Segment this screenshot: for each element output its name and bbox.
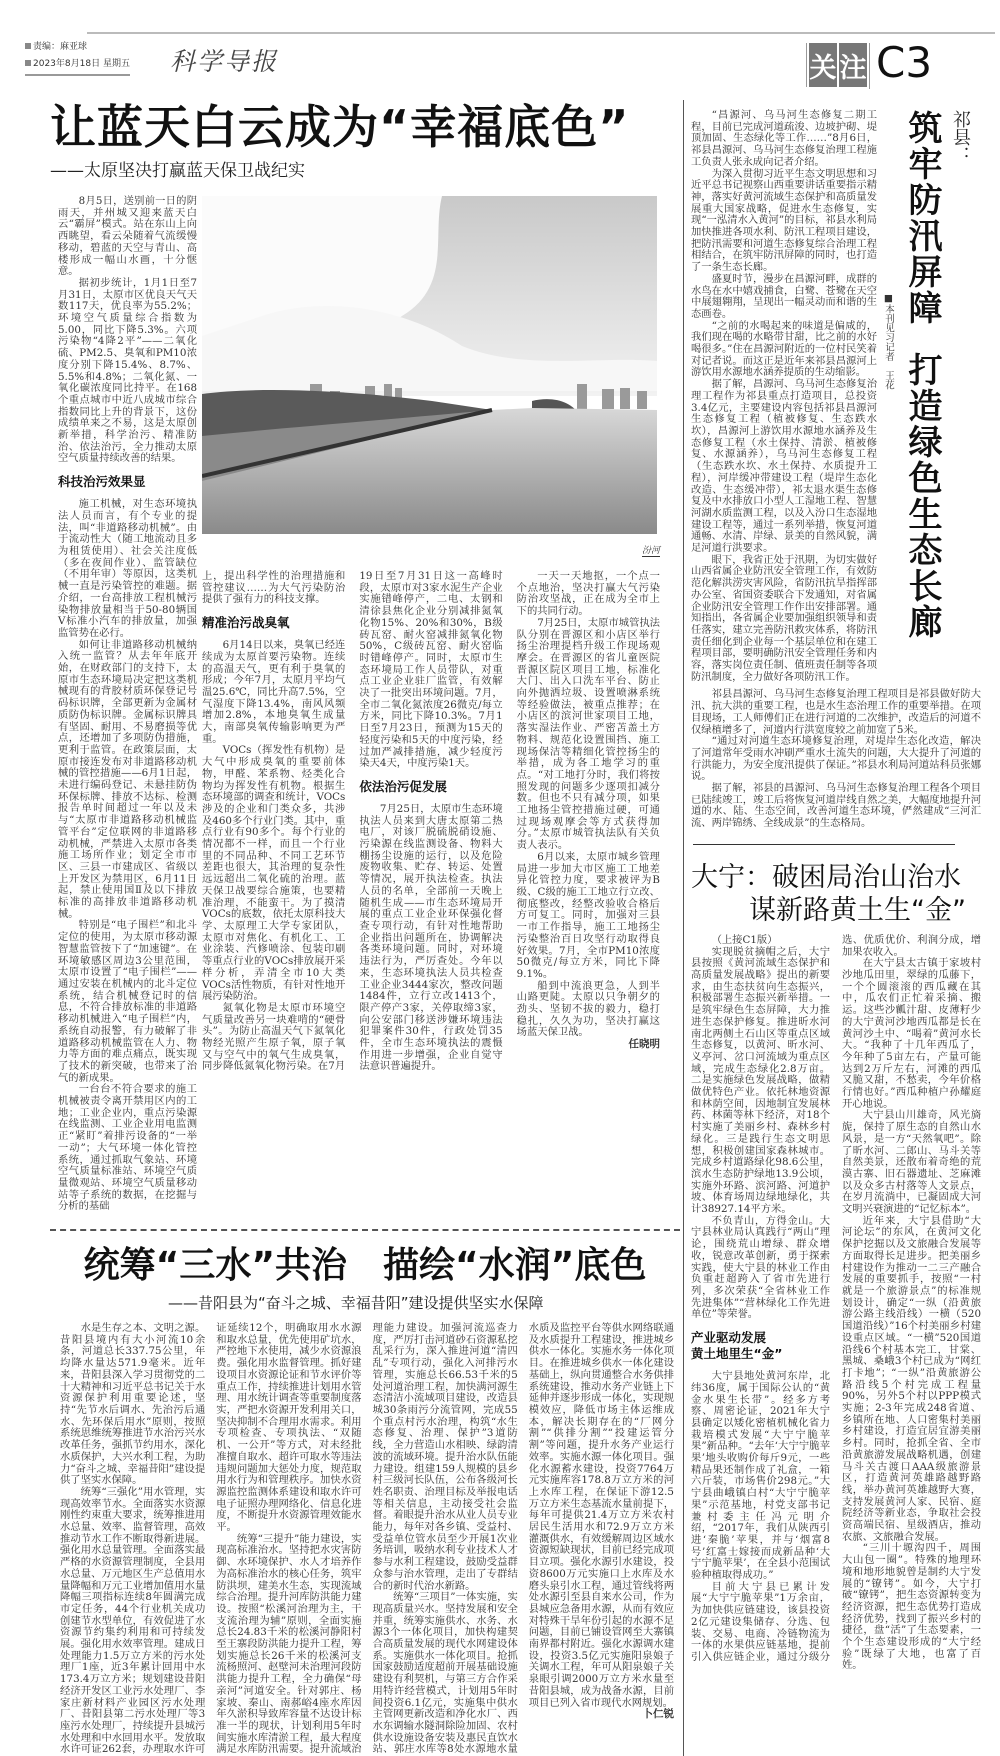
paragraph: 据初步统计，1月1日至7月31日，太原市区优良天气天数117天，优良率为55.2%；环境空气质量综合指数为5.00，同比下降5.3%。六项污染物“4降2平”——二氧化硫、PM2.5、臭氧和PM10浓度分别下降15.4%、8.7%、5.5%和4.8%；二氧化氮、一氧化碳浓度同比持平。在168个重点城市中近八成城市综合指数同比上升的背景下，这份成绩单来之不易，这是太原创新举措，科学治污、精准防治、依法治污，全力推动太原空气质量持续改善的结果。	[58, 276, 197, 465]
section-label	[806, 43, 867, 87]
photo-caption: 汾河	[641, 546, 660, 556]
article3-title	[897, 110, 945, 640]
editor-name: 责编：麻亚球	[33, 42, 88, 52]
article3-county: 祁县：	[950, 110, 971, 164]
article2-subtitle: ——昔阳县为“奋斗之城、幸福昔阳”建设提供坚实水保障	[168, 1294, 544, 1313]
header-divider	[869, 43, 870, 89]
paragraph: 在大宁县太古镇于家坡村沙地瓜田里，翠绿的瓜藤下，一个个圆滚滚的西瓜藏在其中，瓜农们正忙着采摘、搬运。这些沙瓤汁甜、皮薄籽少的大宁黄河沙地西瓜都是长在黄河沙土中、“喝着”黄河水长大。“我种了十几年西瓜了，今年种了5亩左右，产量可能达到2万斤左右，河滩的西瓜又脆又甜，不愁卖，今年价格行情也好。”西瓜种植户孙耀庭开心地说。	[842, 957, 981, 1110]
paragraph: 大宁县地处黄河东岸，北纬36度，属于国际公认的“黄金水果生长带”。经多方考察、周密论证，2021年大宁县确定以矮化密植机械化省力栽培模式发展“大宁宁脆苹果”新品种。“去年‘大宁宁脆苹果’地头收购价每斤9元，一些精品果还制作成了礼盒，一箱六斤装，市场售价298元。”大宁县曲峨镇白村“大宁宁脆苹果”示范基地，村党支部书记兼村委主任冯元明介绍，“2017年，我们从陕西引进‘秦脆’苹果，并与‘烟富8号’红富士嫁接而成新品种‘大宁宁脆苹果’，在全县小范围试验种植取得成功。”	[691, 1370, 830, 1582]
article4-title-line1: 大宁：破困局治山治水	[691, 861, 961, 893]
article1-subtitle: ——太原坚决打赢蓝天保卫战纪实	[50, 161, 305, 181]
article4-title-line2: 谋新路黄土生“金”	[749, 894, 966, 926]
paragraph: 大宁县山川雄奇，风光旖旎，保持了原生态的自然山水风景，是一方“天然氧吧”。除了昕水河、二郎山、马斗关等自然美景，还散布着奇绝的荒漠古寨、旧石器遗址、芝麻滩以及众多古村落等人文景点，在岁月流淌中，已凝固成大河文明兴衰演进的“记忆标本”。	[842, 1109, 981, 1216]
paragraph: 6月以来，太原市城乡管理局进一步加大市区施工工地差异化管控力度，要求被评为B级、C级的施工工地立行立改、彻底整改，经整改验收合格后方可复工。同时，加强对三县一市工作指导，施工工地扬尘污染整治百日攻坚行动取得良好效果。7月，全市PM10浓度50微克/每立方米，同比下降9.1%。	[516, 850, 660, 980]
section-heading: 依法治污促发展	[359, 778, 447, 794]
article3-title-line2: 打造绿色生态长廊	[902, 352, 942, 640]
paragraph: “通过对河道生态环境修复治理，对堤岸生态化改造，解决了河道常年受雨水冲刷严重水土流失的问题，大大提升了河道的行洪能力，为安全度汛提供了保证。”祁县水利局河道站科员张娜说。	[691, 735, 981, 783]
paragraph: 盛夏时节，漫步在昌源河畔，成群的水鸟在水中嬉戏捕食，白鹭、苍鹭在天空中展翅翱翔，呈现出一幅灵动而和谐的生态画卷。	[691, 272, 877, 320]
author-name: 任晓明	[628, 1038, 660, 1051]
section-divider-dashed	[50, 1229, 680, 1231]
paragraph: 统筹“三强化”用水管理，实现高效率节水。全面落实水资源刚性约束重大要求，统筹推进用水总量、效率、监督管理，高效推动节水工作不断取得新进展。强化用水总量管理。全面落实最严格的水资源管理制度，全县用水总量、万元地区生产总值用水量降幅和万元工业增加值用水量降幅三项指标连续8年圆满完成市定任务，44个行业机关成功创建节水型单位，有效促进了水资源节约集约利用和可持续发展。强化用水效率管理。建成日处理能力1.5万立方米的污水处理厂1座，近3年累计回用中水173.4万立方米；规划建设昔阳经济开发区工业污水处理厂、李家庄新材料产业园区污水处理厂、昔阳县第二污水处理厂等3座污水处理厂，持续提升县城污水处理和中水回用水平。发放取水许可证262套，办理取水许可证延续12个，明确取用水水源和取水总量，优先使用矿坑水，严控地下水使用，减少水资源浪费。强化用水监督管理。抓好建设项目水资源论证和节水评价等重点工作，持续推进计划用水管理、用水统计调查等重要制度落实，严把水资源开发利用关口，坚决抑制不合理用水需求。利用专项检查、专项执法、“双随机、一公开”等方式，对未经批准擅自取水、超许可取水等违法违规问题加大惩处力度，规范取用水行为和管理秩序。加快水资源监控监测体系建设和取水许可电子证照办理网络化、信息化进度，不断提升水资源管理效能水平。	[60, 1322, 362, 1756]
paragraph: 6月14日以来，臭氧已经连续成为太原首要污染物。连续的高温天气，更有利于臭氧的形成；今年7月，太原月平均气温25.6℃，同比升高7.5%，空气湿度下降13.4%，南风风频增加2.8%，本地臭氧生成量大，南部臭氧传输影响更为严重。	[202, 639, 346, 745]
paragraph: “昌源河、乌马河生态修复二期工程，目前已完成河道疏浚、边坡护砌、堤顶加固、生态绿化等工作……”8月6日，祁县昌源河、乌马河生态修复治理工程施工负责人张永成向记者介绍。	[691, 109, 877, 168]
page-header	[0, 0, 1000, 100]
article1-column1	[58, 196, 197, 1213]
paragraph: 近年来，大宁县借助“大河论坛”的东风，在黄河文化保护挖掘以及文旅融合发展等方面取得长足进步。把美丽乡村建设作为推动一二三产融合发展的重要抓手，按照“一村就是一个旅游景点”的标准规划设计，确定“一纵（沿黄旅游公路主线沿线）一横（520国道沿线）”16个村美丽乡村建设重点区域。“一横”520国道沿线6个村基本完工，甘棠、黑城、桑峨3个村已成为“网红打卡地”；“一纵”沿黄旅游公路沿线5个村完成工程量90%，另外5个村以PPP模式实施；2-3年完成248省道、乡镇所在地、人口密集村美丽乡村建设，打造宜居宜游美丽乡村。同时，抢抓全省、全市沿黄旅游发展战略机遇，创建马斗关古渡口AAA级旅游景区，打造黄河英雄路越野路线，举办黄河英雄越野大赛，支持发展黄河人家、民宿、庭院经济等新业态，争取社会投资高端民宿、星级酒店，推动农旅、文旅融合发展。	[842, 1214, 981, 1543]
right-divider	[693, 844, 955, 845]
article4-body-columns	[691, 935, 981, 1672]
paragraph: “之前的水喝起来的味道是偏咸的，我们现在喝的水略带甘甜，比之前的水好喝很多。”住在昌源河附近的一位村民笑着对记者说。而这正是近年来祁县昌源河上游饮用水源地水涵养提质的生动缩影。	[691, 319, 877, 379]
left-area	[50, 100, 680, 1756]
paragraph: 施工机械，对生态环境执法人员而言，有个专业的提法，叫“非道路移动机械”。由于流动性大（随工地流动且多为租赁使用）、社会关注度低（多在夜间作业）、监管缺位（不用年审）等原因，这类机械一直是污染管控的难题。据介绍，一台高排放工程机械污染物排放量相当于50-80辆国Ⅴ标准小汽车的排放量，加强监管势在必行。	[58, 498, 197, 639]
photo-caption-row	[202, 538, 660, 557]
header-rule	[87, 32, 995, 34]
article2-body-columns	[60, 1323, 674, 1756]
article1-photo	[202, 196, 657, 534]
article3	[691, 110, 987, 683]
paragraph: “三川十塬沟四千，周围大山包一圈”。特殊的地理环境和地形地貌曾是制约大宁发展的“镣铐”。如今，大宁打破“镣铐”，把生态资源转变为经济资源，把生态优势打造成经济优势，找到了振兴乡村的捷径，盘“活”了生态要素，一个个生态建设形成的“大宁经验”既绿了大地，也富了百姓。	[842, 1542, 981, 1672]
paragraph: 不负青山，方得金山。大宁县林业局认真践行“两山”理论，围绕荒山增绿、群众增收，锐意改革创新，勇于探索实践，使大宁县的林业工作由负重赶超跨入了省市先进行列，多次荣获“全省林业工作先进集体”“营林绿化工作先进单位”等荣誉。	[691, 1214, 830, 1321]
article1	[50, 196, 680, 1213]
section-heading: 产业驱动发展 黄土地里生“金”	[691, 1330, 783, 1362]
paragraph: 据了解，祁县的昌源河、乌马河生态修复治理工程各个项目已陆续竣工，竣工后将恢复河道岸线自然之美，大幅度地提升河道的水、陆、生态空间，改善河道生态环境，俨然建成“三河汇流、两岸锦绣、全线成景”的生态格局。	[691, 782, 981, 830]
paragraph: 眼下，我省正处于汛期，为切实做好山西省属企业防汛安全管理工作，有效防范化解洪涝灾害风险，省防汛抗旱指挥部办公室、省国资委联合下发通知，对省属企业防汛安全管理工作作出安排部署。通知指出，各省属企业要加强组织领导和责任落实，建立完善防汛救灾体系，将防汛责任细化到企业每一个基层单位和在建工程项目部，要明确防汛安全管理任务和内容，落实岗位责任制、值班责任制等各项防汛制度，全力做好各项防汛工作。	[691, 553, 877, 683]
page-number: C3	[876, 38, 933, 87]
paragraph: 上，提出科学性的治理措施和管控建议……为大气污染防治提供了强有力的科技支撑。	[202, 570, 346, 606]
article1-body-columns	[202, 571, 660, 1073]
paragraph: 目前大宁县已累计发展“大宁宁脆苹果”1万余亩，为加快供应链建设，该县投资2亿元建设集储存、分选、包装、交易、电商、冷链物流为一体的水果供应链基地，提前引入供应链企业，通过分级分选、优质优价、利润分成，增加果农收入。	[691, 933, 981, 1663]
paragraph: 特别是“电子围栏”和北斗定位的使用，为太原市移动源智慧监管按下了“加速键”。在环境敏感区周边3公里范围，太原市设置了“电子围栏”——通过安装在机械内的北斗定位系统，结合机械登记时的信息，不符合排放标准的非道路移动机械进入“电子围栏”内，系统自动报警，有力破解了非道路移动机械监管在人力、物力等方面的难点痛点，既实现了技术的新突破，也带来了治气的新成果。	[58, 919, 197, 1084]
article3-wide-block	[691, 689, 981, 829]
issue-date: 2023年8月18日 星期五	[33, 59, 130, 69]
paragraph: 如何让非道路移动机械纳入统一监管？从去年年底开始，在财政部门的支持下，太原市生态环境局决定把这类机械现有的背胶材质环保登记号码标识牌，全部更新为金属材质防伪标识牌。金属标识牌具有坚固、耐用、不易磨损等优点，还增加了多项防伪措施，更利于监管。在政策层面，太原市接连发布对非道路移动机械的管控措施——6月1日起，未进行编码登记、未悬挂防伪环保标牌、排放不达标、检测报告单时间超过一年以及未与“太原市非道路移动机械监管平台”定位联网的非道路移动机械，严禁进入太原市各类施工场所作业；划定全市市区、三县一市建成区、省级以上开发区为禁用区，6月11日起，禁止使用国Ⅱ及以下排放标准的高排放非道路移动机械。	[58, 638, 197, 920]
paragraph: 统筹“三提升”能力建设，实现高标准治水。坚持把水灾害防御、水环境保护、水人才培养作为高标准治水的核心任务，筑牢防洪坝，建美水生态，实现流域综合治理。提升河库防洪能力建设。按照“松溪河治理为主，干支流治理为辅”原则，全面实施总长24.83千米的松溪河静阳村至王寨段防洪能力提升工程，筹划实施总长26千米的松溪河支流杨照河、赵壁河未治理河段防洪能力提升工程，全力确保“母亲河”河道安全。针对郭庄、杨家坡、秦山、南郝峪4座水库因年久淤积导致库容量不达设计标准一半的现状，计划利用5年时间实施水库清淤工程，最大程度满足水库防汛需要。提升流域治理能力建设。加强河流巡查力度，严厉打击河道砂石资源私挖乱采行为，深入推进河道“清四乱”专项行动，强化入河排污水管理，实施总长66.53千米的5处河道治理工程，加快满河源生态清洁小流域项目建设，改造县城30条雨污分流管网，完成55个重点村污水治理，构筑“水生态修复、治理、保护”3道防线，全力营造山水相映、绿韵清波的流域环境。提升治水队伍能力建设。组建159人规模的县乡村三级河长队伍，公布各级河长姓名职责、治理目标及举报电话等相关信息，主动接受社会监督。着眼提升治水从业人员专业能力，每年对各乡镇、受益村、受益单位管水员至少开展1次业务培训，吸纳水利专业技术人才参与水利工程建设，鼓励受益群众参与治水管理，走出了专群结合的新时代治水新路。	[216, 1322, 518, 1756]
paragraph: 一台台不符合要求的施工机械被责令离开禁用区内的工地；工业企业内，重点污染源在线监测、工业企业用电监测正“紧盯”着排污设备的“一举一动”；大气环境一体化管控系统，通过抓取气象站、环境空气质量标准站、环境空气质量微观站、环境空气质量移动站等子系统的数据，在挖掘与分析的基础	[58, 1083, 197, 1213]
paragraph: 祁县昌源河、乌马河生态修复治理工程项目是祁县做好防大汛、抗大洪的重要工程，也是水生态治理工作的重要举措。在项目现场，工人师傅们正在进行河道的二次维护，改造后的河道不仅绿植增多了，河道内行洪宽度较之前加宽了5米。	[691, 688, 981, 736]
section-heading: 科技治污效果显	[58, 474, 146, 490]
page-main	[0, 100, 1000, 1756]
paragraph: 据了解，昌源河、乌马河生态修复治理工程作为祁县重点打造项目，总投资3.4亿元，主要建设内容包括祁县昌源河生态修复工程（植被修复、生态跌水坎），昌源河上游饮用水源地水涵养及生态修复工程（水土保持、清淤、植被修复、水源涵养），乌马河生态修复工程（生态跌水坎、水土保持、水质提升工程），河岸缓冲带建设工程（堤岸生态化改造、生态缓冲带），祁太退水渠生态修复及中水排放口小型人工湿地工程、智慧河湖水质监测工程，以及入汾口生态湿地建设工程等，通过一系列举措，恢复河道通畅、水清、岸绿、景美的自然风貌，满足河道行洪要求。	[691, 378, 877, 555]
newspaper-logo: 科学导报	[170, 47, 279, 76]
paragraph: 实现脱贫摘帽之后，大宁县按照《黄河流域生态保护和高质量发展战略》提出的新要求，由生态扶贫向生态振兴，积极部署生态振兴新举措。一是筑牢绿色生态屏障，大力推进生态保护修复。推进昕水河南北两侧土石山区等重点区域生态修复，以黄河、昕水河、义亭河、岔口河流域为重点区域，完成生态绿化2.8万亩。二是实施绿色发展战略，做精做优特色产业。依托林地资源和林荫空间，因地制宜发展林药、林菌等林下经济，对18个村实施了美丽乡村、森林乡村绿化。三是践行生态文明思想，积极创建国家森林城市。完成乡村道路绿化98.6公里，滨水生态防护绿地13.9公顷，实施外环路、滨河路、河道护坡、体育场周边绿地绿化，共计38927.14平方米。	[691, 945, 830, 1216]
paragraph: VOCs（挥发性有机物）是大气中形成臭氧的重要前体物，甲醛、苯系物、烃类化合物均为挥发性有机物。根据生态环境部的调查和统计，VOCs涉及的企业和门类众多，共涉及460多个行业门类。其中，重点行业有90多个。每个行业的情况都不一样，而且一个行业里的不同品种、不同工艺环节差距也很大，其治理的复杂性远远超出二氧化硫的治理。蓝天保卫战要综合施策，也要精准治理，不能蛮干。为了摸清VOCs的底数，依托太原科技大学、太原理工大学专家团队，太原市对焦化、有机化工、工业涂装、汽修喷涂、包装印刷等重点行业的VOCs排放展开采样分析，弄清全市10大类VOCs活性物质，有针对性地开展污染防治。	[202, 744, 346, 1003]
article1-title: 让蓝天白云成为“幸福底色”	[50, 100, 630, 154]
right-area	[683, 100, 987, 1756]
section-char: 关	[809, 43, 837, 87]
article3-column	[691, 110, 877, 683]
article3-title-line1: 筑牢防汛屏障	[902, 110, 942, 326]
article2-title: 统筹“三水”共治 描绘“水润”底色	[83, 1245, 647, 1287]
paragraph: 氮氧化物是太原市环境空气质量改善另一块难啃的“硬骨头”。为防止高温天气下氮氧化物经光照产生原子氧，原子氧又与空气中的氧气生成臭氧，同步降低氮氧化物污染。在7月19日至7月31日这一高峰时段，太原市对3家水泥生产企业实施错峰停产，二电、太钢和清徐县焦化企业分别减排氮氧化物15%、20%和30%，B级砖瓦窑、耐火窑减排氮氧化物50%，C级砖瓦窑、耐火窑临时错峰停产。同时，太原市生态环境局工作人员带队，对重点工业企业驻厂监管，有效解决了一批突出环境问题。7月，全市二氧化氮浓度26微克/每立方米，同比下降10.3%。7月1日至7月23日，预测为15天的轻度污染和5天的中度污染，经过加严减排措施，减少轻度污染天4天，中度污染1天。	[202, 570, 503, 1073]
paragraph: 统筹“三项目”一体实施，实现高质量兴水。坚持发展和安全并重，统筹实施供水、水务、水源3个一体化项目，加快构建契合高质量发展的现代水网建设体系。实施供水一体化项目。抢抓国家鼓励适度超前开展基础设施建设有利契机，与第三方合作采用特许经营模式，计划用5年时间投资6.1亿元，实施集中供水主管网更新改造和净化水厂、西水东调输水隧洞除险加固、农村供水设施设备安装及惠民直饮水站、郭庄水库等8处水源地水量水质及监控平台等供水网络联通及水质提升工程建设，推进城乡供水一体化。实施水务一体化项目。在推进城乡供水一体化建设基础上，纵向贯通整合水务供排系统建设，推动水务产业链上下延伸并逐步形成一体化，实现规模效应，降低市场主体运维成本，解决长期存在的“厂网分割”“供排分割”“投建运管分割”等问题，提升水务产业运行效率。实施水源一体化项目。强化水源蓄水建设，投资7764万元实施库容178.8万立方米的河上水库工程，在保证下游12.5万立方米生态基流水量前提下，每年可提供21.4万立方米农村居民生活用水和72.9万立方米灌溉供水，有效缓解周边区域水资源短缺现状，目前已经完成项目立项。强化水源引水建设，投资8600万元实施口上水库及水磨头泉引水工程，通过管线将两处水源引至县自来水公司，作为县城应急备用水源，从而有效应对特殊干旱年份引起的水源不足问题，目前已铺设管网至大寨镇南界都村附近。强化水源调水建设，投资3.5亿元实施阳泉娘子关调水工程，年可从阳泉娘子关泉眼引调2000万立方米水量至昔阳县城，成为战备水源，目前项目已列入省市现代水网规划。	[372, 1322, 674, 1756]
editor-line	[25, 40, 87, 55]
date-line	[25, 57, 130, 76]
paragraph: （上接C1版）	[711, 933, 778, 946]
author-name: 卜仁锐	[642, 1708, 674, 1721]
paragraph: 7月25日，太原市城管执法队分别在晋源区和小店区举行扬尘治理提档升级工作现场观摩会。在晋源区的省儿童医院晋源区院区项目工地，标准化大门、出入口洗车平台、防止向外抛洒垃圾、设置喷淋系统等经验做法，被重点推荐；在小店区的滨河世家项目工地，落实湿法作业、严密苫盖土方物料、规范化设置围挡、施工现场保洁等精细化管控扬尘的举措，成为各工地学习的重点。“对工地打分时，我们将按照发现的问题多少逐项扣减分数。但也不只有减分项，如果工地扬尘管控措施过硬，可通过现场观摩会等方式获得加分。”太原市城管执法队有关负责人表示。	[516, 616, 660, 852]
paragraph: 7月25日，太原市生态环境执法人员来到大唐太原第二热电厂，对该厂脱硫脱硝设施、污染源在线监测设备、物料大棚扬尘设施的运行，以及危险废物收集、贮存、转运、处置等情况，展开执法检查。执法人员的名单，全部前一天晚上随机生成——市生态环境局开展的重点工业企业环保强化督查专项行动，有针对性地帮助企业指出问题所在，协调解决各类环境问题。同时，对环境违法行为，严厉查处。今年以来，生态环境执法人员共检查工业企业3444家次，整改问题1484件，立行立改1413个，限产停产3家，关停取缔3家，向公安部门移送涉嫌环境违法犯罪案件30件，行政处罚35件，全市生态环境执法的震慑作用进一步增强，企业自觉守法意识普遍提升。	[359, 802, 503, 1073]
paragraph: 船到中流浪更急，人到半山路更陡。太原以只争朝夕的劲头、坚韧不拔的毅力，稳打稳扎，久久为功，坚决打赢这场蓝天保卫战。	[516, 979, 660, 1039]
paragraph: 8月5日，送别前一日的阴雨天，并州城又迎来蓝天白云“霸屏”模式。站在东山上向西眺望，看云朵随着气流缓慢移动，碧蓝的天空与青山、高楼形成一幅山水画，十分惬意。	[58, 195, 197, 278]
section-char: 注	[839, 43, 867, 87]
paragraph: 一天一天地抠，一个点一个点地治，坚决打赢大气污染防治攻坚战，正在成为全市上下的共同行动。	[516, 570, 660, 618]
paragraph: 水是生存之本、文明之源。昔阳县境内有大小河流10余条，河道总长337.75公里，年均降水量达571.9毫米。近年来，昔阳县深入学习贯彻党的二十大精神和习近平总书记关于水资源保护利用重要论述，坚持“先节水后调水、先治污后通水、先环保后用水”原则，按照系统思维统筹推进节水治污兴水改革任务，强抓节约用水，深化水质保护，大兴水利工程，为助力“奋斗之城、幸福昔阳”建设提供了坚实水保障。	[60, 1322, 206, 1487]
section-heading: 精准治污战臭氧	[202, 615, 290, 631]
paragraph: 为深入贯彻习近平生态文明思想和习近平总书记视察山西重要讲话重要指示精神，落实好黄河流域生态保护和高质量发展重大国家战略，促进水生态修复，实现“一泓清水入黄河”的目标，祁县水利局加快推进各项水利、防汛工程项目建设，把防汛需要和河道生态修复综合治理工程相结合，在筑牢防汛屏障的同时，也打造了一条生态长廊。	[691, 167, 877, 274]
article1-right-block	[202, 196, 660, 1213]
article3-byline: ■本刊见习记者 王花	[883, 293, 894, 390]
